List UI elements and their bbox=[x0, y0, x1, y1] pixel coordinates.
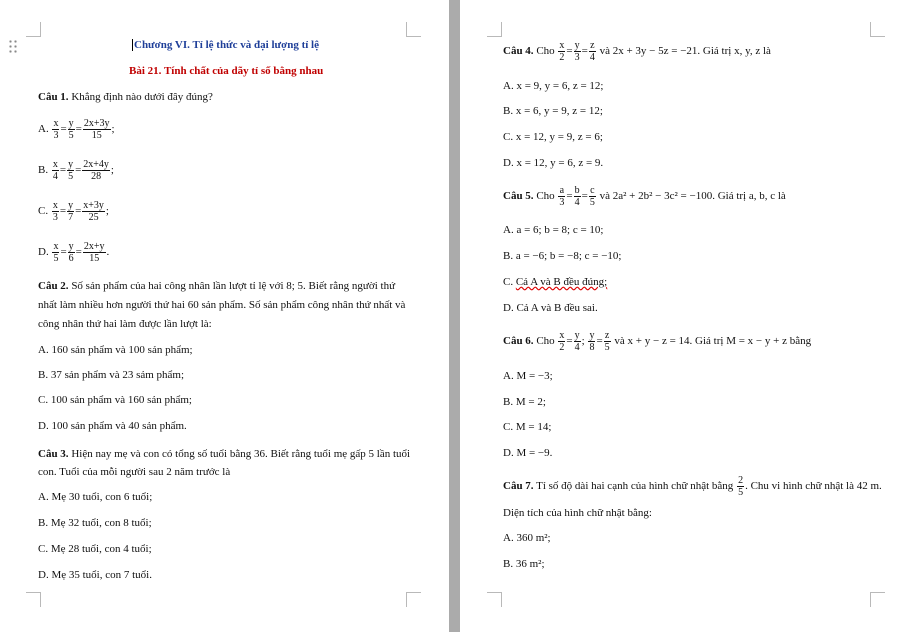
spellcheck-underlined-text: Cả A và B đều đúng; bbox=[515, 276, 608, 288]
q4-option-b[interactable]: B. x = 6, y = 9, z = 12; bbox=[503, 105, 603, 117]
question-3-line-1: Câu 3. Hiện nay mẹ và con có tổng số tuổi bằng 36. Biết rằng tuổi mẹ gấp 5 lần tuổi bbox=[38, 448, 411, 460]
question-4: Câu 4. Cho $\frac{x}{2}$ = $\frac{y}{3}$ = $\frac{z}{4}$ và 2x + 3y − 5z = −21. Giá trị x, y, z là bbox=[503, 39, 771, 63]
question-3-line-2: con. Tuổi của mỗi người sau 2 năm trước là bbox=[38, 466, 231, 478]
crop-mark bbox=[26, 592, 41, 607]
question-5: Câu 5. Cho $\frac{a}{3}$ = $\frac{b}{4}$ = $\frac{c}{5}$ và 2a² + 2b² − 3c² = −100. Giá trị a, b, c là bbox=[503, 184, 786, 208]
q6-option-d[interactable]: D. M = −9. bbox=[503, 447, 553, 459]
q4-option-a[interactable]: A. x = 9, y = 6, z = 12; bbox=[503, 80, 604, 92]
crop-mark bbox=[406, 22, 421, 37]
q1-option-c[interactable]: C. $\frac{x}{3}$ = $\frac{y}{7}$ = $\frac{x+3y}{25}$ ; bbox=[38, 199, 109, 223]
crop-mark bbox=[26, 22, 41, 37]
question-2-line-3: công nhân thứ hai làm được lần lượt là: bbox=[38, 318, 212, 330]
q4-option-c[interactable]: C. x = 12, y = 9, z = 6; bbox=[503, 131, 603, 143]
q2-option-a[interactable]: A. 160 sản phẩm và 100 sản phẩm; bbox=[38, 344, 193, 356]
question-6: Câu 6. Cho $\frac{x}{2}$ = $\frac{y}{4}$ ; $\frac{y}{8}$ = $\frac{z}{5}$ và x + y − z = 14. Giá trị M = x − y + z bằng bbox=[503, 329, 812, 353]
question-7: Câu 7. Tỉ số độ dài hai cạnh của hình chữ nhật bằng $\frac{2}{5}$ . Chu vi hình chữ nhật là 42 m. bbox=[503, 474, 882, 498]
q7-option-a[interactable]: A. 360 m²; bbox=[503, 532, 551, 544]
q6-option-a[interactable]: A. M = −3; bbox=[503, 370, 553, 382]
q5-option-a[interactable]: A. a = 6; b = 8; c = 10; bbox=[503, 224, 604, 236]
crop-mark bbox=[487, 22, 502, 37]
crop-mark bbox=[406, 592, 421, 607]
q3-option-c[interactable]: C. Mẹ 28 tuổi, con 4 tuổi; bbox=[38, 543, 152, 555]
q2-option-d[interactable]: D. 100 sản phẩm và 40 sản phẩm. bbox=[38, 420, 187, 432]
q1-option-b[interactable]: B. $\frac{x}{4}$ = $\frac{y}{5}$ = $\frac{2x+4y}{28}$ ; bbox=[38, 158, 114, 182]
q1-option-a[interactable]: A. $\frac{x}{3}$ = $\frac{y}{5}$ = $\frac{2x+3y}{15}$ ; bbox=[38, 117, 115, 141]
q4-option-d[interactable]: D. x = 12, y = 6, z = 9. bbox=[503, 157, 604, 169]
q3-option-a[interactable]: A. Mẹ 30 tuổi, con 6 tuổi; bbox=[38, 491, 153, 503]
crop-mark bbox=[487, 592, 502, 607]
crop-mark bbox=[870, 22, 885, 37]
q5-option-c[interactable]: C. Cả A và B đều đúng; bbox=[503, 276, 608, 288]
q6-option-c[interactable]: C. M = 14; bbox=[503, 421, 552, 433]
q2-option-b[interactable]: B. 37 sản phẩm và 23 sảm phẩm; bbox=[38, 369, 185, 381]
chapter-heading: Chương VI. Tỉ lệ thức và đại lượng tỉ lệ bbox=[134, 39, 319, 51]
q2-option-c[interactable]: C. 100 sản phẩm và 160 sản phẩm; bbox=[38, 394, 192, 406]
question-1: Câu 1. Khẳng định nào dưới đây đúng? bbox=[38, 91, 213, 103]
document-page-right bbox=[460, 0, 911, 632]
document-page-left bbox=[0, 0, 449, 632]
q1-option-d[interactable]: D. $\frac{x}{5}$ = $\frac{y}{6}$ = $\frac{2x+y}{15}$ . bbox=[38, 240, 110, 264]
question-7-line-2: Diện tích của hình chữ nhật bằng: bbox=[503, 507, 652, 519]
crop-mark bbox=[870, 592, 885, 607]
q5-option-b[interactable]: B. a = −6; b = −8; c = −10; bbox=[503, 250, 622, 262]
q6-option-b[interactable]: B. M = 2; bbox=[503, 396, 546, 408]
question-2-line-2: nhất làm nhiều hơn người thứ hai 60 sản phẩm. Số sản phẩm công nhân thứ nhất và bbox=[38, 299, 406, 311]
text-cursor bbox=[132, 39, 133, 51]
q3-option-b[interactable]: B. Mẹ 32 tuổi, con 8 tuổi; bbox=[38, 517, 152, 529]
question-2-line-1: Câu 2. Số sản phẩm của hai công nhân lần lượt tỉ lệ với 8; 5. Biết rằng người thứ bbox=[38, 280, 396, 292]
q3-option-d[interactable]: D. Mẹ 35 tuổi, con 7 tuổi. bbox=[38, 569, 152, 581]
drag-handle-icon[interactable] bbox=[8, 39, 18, 53]
q5-option-d[interactable]: D. Cả A và B đều sai. bbox=[503, 302, 598, 314]
q7-option-b[interactable]: B. 36 m²; bbox=[503, 558, 545, 570]
lesson-heading: Bài 21. Tính chất của dãy tỉ số bằng nhau bbox=[129, 65, 324, 77]
